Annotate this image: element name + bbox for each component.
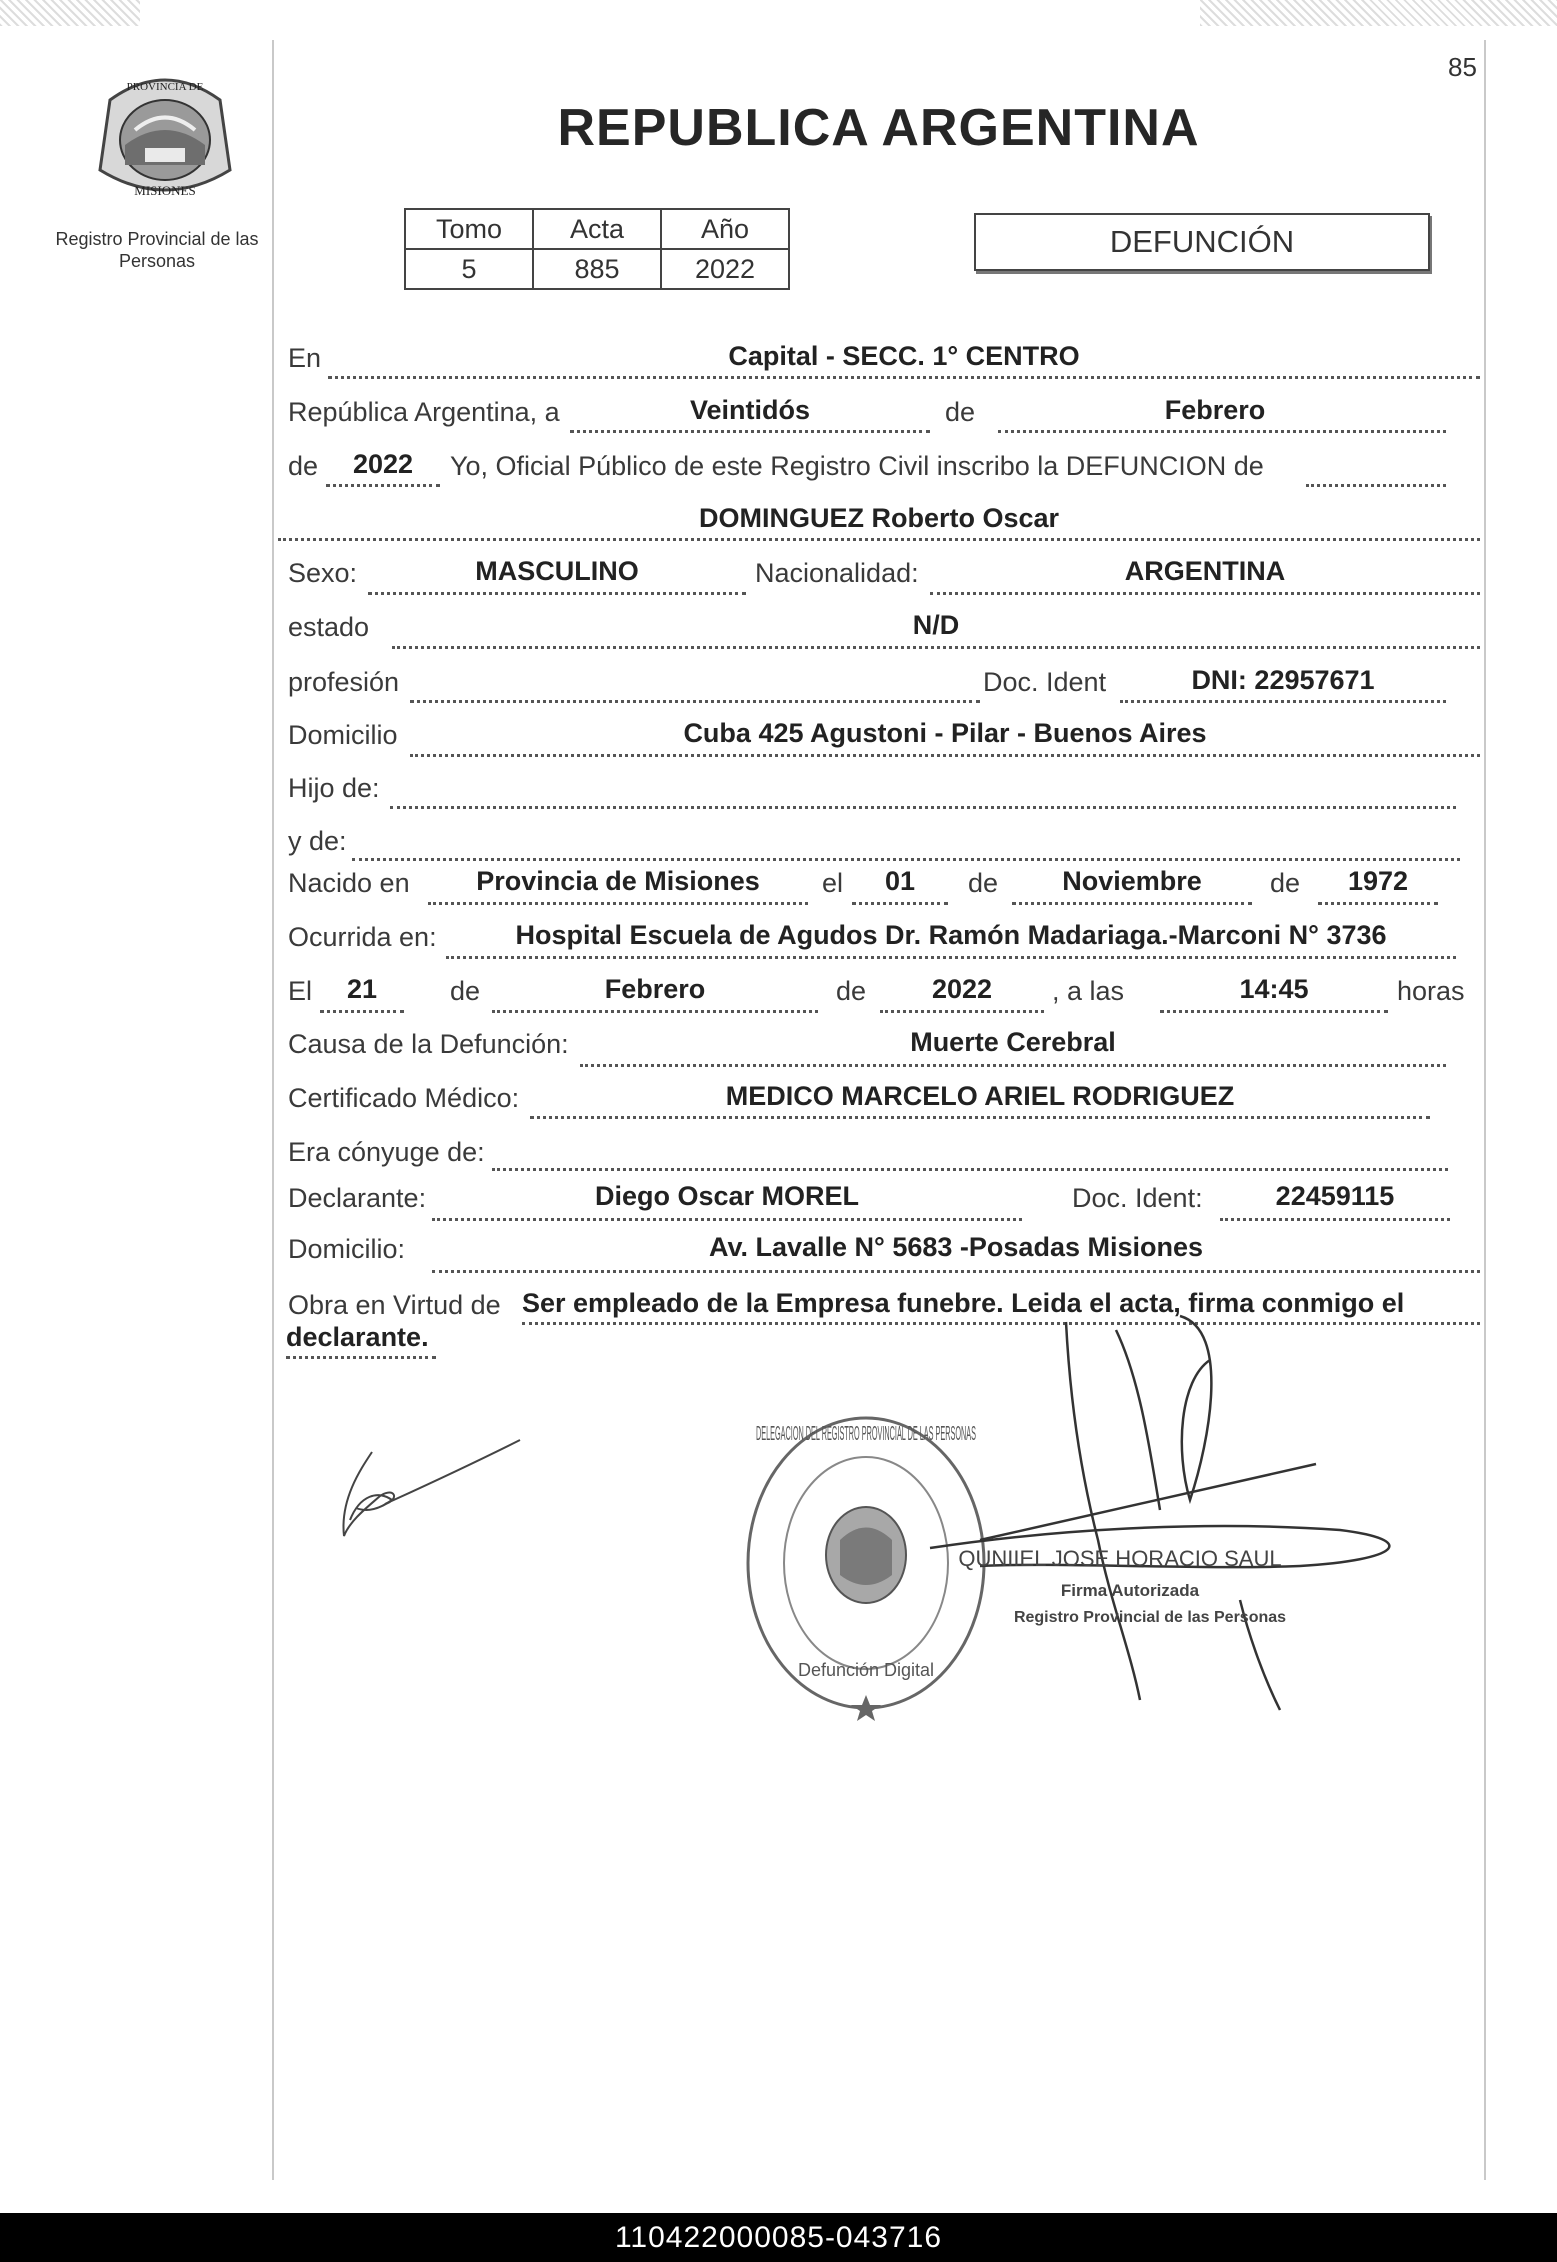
causa-value: Muerte Cerebral <box>910 1027 1116 1057</box>
lugar-nacimiento-value: Provincia de Misiones <box>476 866 760 896</box>
lugar-value: Capital - SECC. 1° CENTRO <box>728 341 1080 371</box>
tomo-header: Tomo <box>405 209 533 249</box>
dia-value: Veintidós <box>689 395 811 425</box>
el-label: El <box>288 976 313 1006</box>
causa-label: Causa de la Defunción: <box>288 1029 569 1059</box>
sexo-value: MASCULINO <box>475 556 639 586</box>
de-label: de <box>836 976 867 1006</box>
profesion-label: profesión <box>288 667 400 697</box>
defuncion-anio-value: 2022 <box>931 974 993 1004</box>
anio-inscripcion-value: 2022 <box>352 449 414 479</box>
conyuge-label: Era cónyuge de: <box>288 1137 485 1167</box>
acta-header: Acta <box>533 209 661 249</box>
nacido-en-label: Nacido en <box>288 868 410 898</box>
official-signature-icon <box>930 1316 1389 1710</box>
a-las-label: , a las <box>1052 976 1125 1006</box>
official-org: Registro Provincial de las Personas <box>1013 1609 1287 1626</box>
de-label: de <box>945 397 976 427</box>
hijo-de-label: Hijo de: <box>288 773 380 803</box>
registry-name: Registro Provincial de las Personas <box>55 229 259 271</box>
official-name: QUNIIEL JOSE HORACIO SAUL <box>958 1546 1282 1571</box>
de-label: de <box>968 868 999 898</box>
tomo-value: 5 <box>405 249 533 289</box>
certificado-value: MEDICO MARCELO ARIEL RODRIGUEZ <box>725 1081 1235 1111</box>
nacimiento-mes-value: Noviembre <box>1062 866 1202 896</box>
estado-label: estado <box>288 612 370 642</box>
country-title: REPUBLICA ARGENTINA <box>557 99 1200 157</box>
seal-ring-text: DELEGACION DEL REGISTRO PROVINCIAL DE LAS PERSONAS <box>756 1423 976 1445</box>
sexo-label: Sexo: <box>288 558 358 588</box>
nacimiento-dia-value: 01 <box>884 866 916 896</box>
estado-value: N/D <box>912 610 960 640</box>
defuncion-hora-value: 14:45 <box>1239 974 1309 1004</box>
republica-label: República Argentina, a <box>288 397 560 427</box>
defuncion-dia-value: 21 <box>346 974 378 1004</box>
anio-value: 2022 <box>661 249 789 289</box>
defuncion-mes-value: Febrero <box>604 974 706 1004</box>
declarante-label: Declarante: <box>288 1183 427 1213</box>
domicilio-value: Cuba 425 Agustoni - Pilar - Buenos Aires <box>683 718 1207 748</box>
fallecido-nombre-value: DOMINGUEZ Roberto Oscar <box>698 503 1060 533</box>
doc-ident-label: Doc. Ident <box>983 667 1107 697</box>
certificado-label: Certificado Médico: <box>288 1083 520 1113</box>
domicilio-declarante-value: Av. Lavalle N° 5683 -Posadas Misiones <box>708 1232 1203 1262</box>
obra-en-virtud-value: Ser empleado de la Empresa funebre. Leida el acta, firma conmigo el <box>522 1288 1405 1318</box>
barcode-footer: 110422000085-043716 <box>0 2213 1557 2262</box>
official-role: Firma Autorizada <box>1060 1581 1200 1600</box>
mes-value: Febrero <box>1164 395 1266 425</box>
y-de-label: y de: <box>288 826 347 856</box>
nacionalidad-value: ARGENTINA <box>1124 556 1286 586</box>
svg-text:MISIONES: MISIONES <box>134 183 196 198</box>
domicilio-label: Domicilio <box>288 720 398 750</box>
declarante-signature-icon <box>343 1440 520 1536</box>
obra-en-virtud-label: Obra en Virtud de <box>288 1290 501 1320</box>
obra-en-virtud-value-cont: declarante. <box>286 1322 429 1352</box>
anio-header: Año <box>661 209 789 249</box>
de-label: de <box>288 451 319 481</box>
doc-ident-value: DNI: 22957671 <box>1191 665 1375 695</box>
declarante-value: Diego Oscar MOREL <box>594 1181 860 1211</box>
el-label: el <box>822 868 844 898</box>
act-type-box: DEFUNCIÓN <box>974 213 1430 271</box>
domicilio-declarante-label: Domicilio: <box>288 1234 406 1264</box>
lugar-defuncion-value: Hospital Escuela de Agudos Dr. Ramón Madariaga.-Marconi N° 3736 <box>515 920 1387 950</box>
de-label: de <box>1270 868 1301 898</box>
svg-text:PROVINCIA DE: PROVINCIA DE <box>126 81 204 93</box>
nacimiento-anio-value: 1972 <box>1347 866 1409 896</box>
declarante-doc-value: 22459115 <box>1275 1181 1395 1211</box>
acta-value: 885 <box>533 249 661 289</box>
horas-label: horas <box>1397 976 1465 1006</box>
de-label: de <box>450 976 481 1006</box>
ocurrida-en-label: Ocurrida en: <box>288 922 437 952</box>
doc-ident-label: Doc. Ident: <box>1072 1183 1203 1213</box>
page-number: 85 <box>1448 52 1477 82</box>
seal-inner-text: Defunción Digital <box>797 1660 935 1680</box>
nacionalidad-label: Nacionalidad: <box>755 558 919 588</box>
inscribo-text: Yo, Oficial Público de este Registro Civil inscribo la DEFUNCION de <box>450 451 1264 481</box>
en-label: En <box>288 343 322 373</box>
